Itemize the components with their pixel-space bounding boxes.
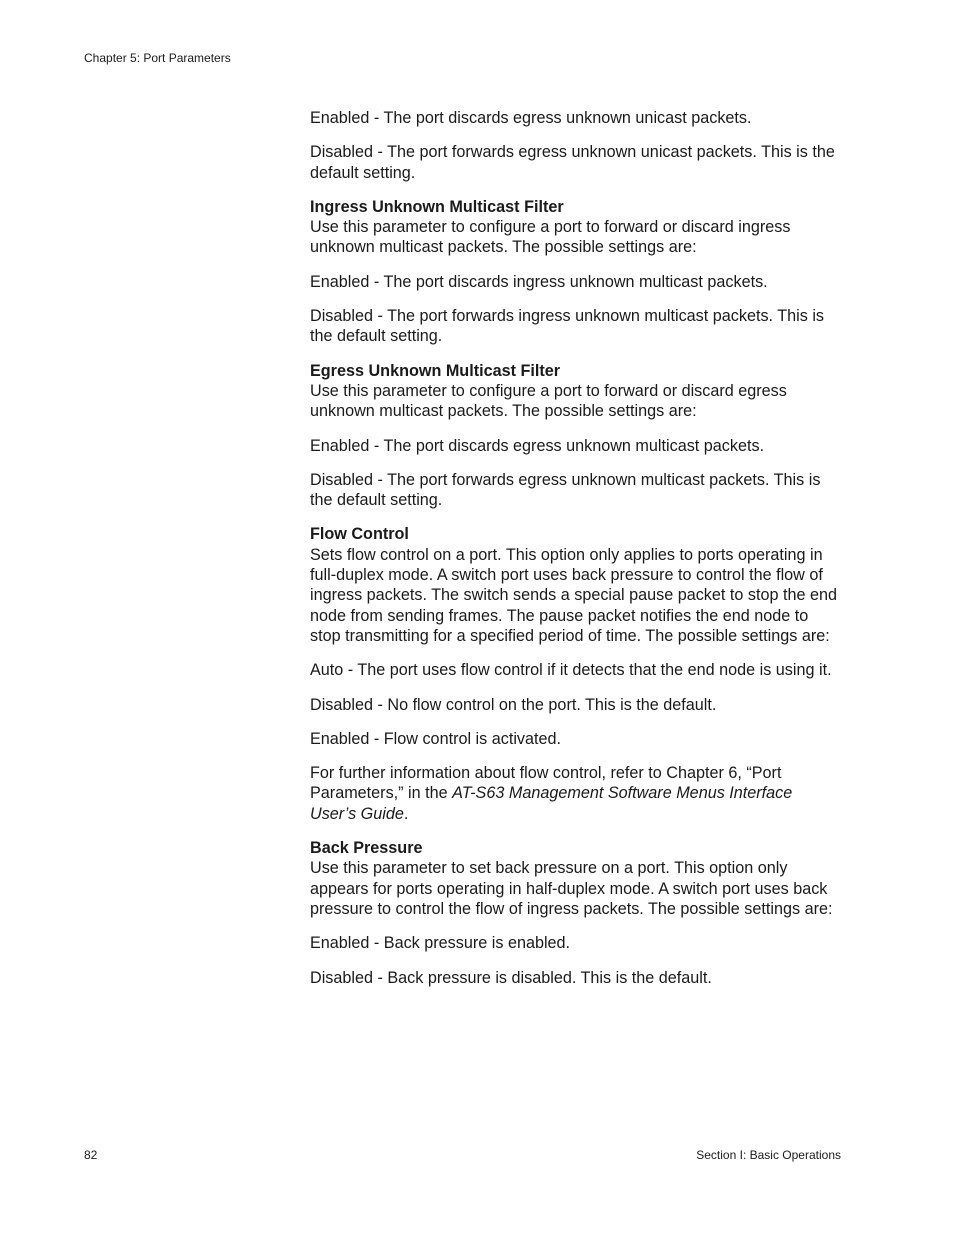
ingress-multicast-section: [310, 197, 842, 258]
section-description: Sets flow control on a port. This option only applies to ports operating in full-duplex mode. A switch port uses back pressure to control the flow of ingress packets. The switch sends a special pause packet to stop the end node from sending frames. The pause packet notifies the end node to stop transmitting for a specified period of time. The possible settings are:: [310, 545, 838, 645]
page-body: [310, 108, 842, 1002]
section-description: Use this parameter to set back pressure on a port. This option only appears for ports operating in half-duplex mode. A switch port uses back pressure to control the flow of ingress packets. The possible settings are:: [310, 859, 833, 918]
option-text: Disabled - The port forwards ingress unknown multicast packets. This is the default setting.: [310, 307, 825, 346]
option-text: Enabled - Flow control is activated.: [310, 729, 562, 748]
section-description: Use this parameter to configure a port to forward or discard egress unknown multicast packets. The possible settings are:: [310, 381, 787, 421]
running-header: Chapter 5: Port Parameters: [84, 51, 231, 65]
running-footer: Section I: Basic Operations: [696, 1148, 841, 1162]
option-text: Enabled - The port discards egress unknown multicast packets.: [310, 436, 765, 455]
option-text: Disabled - No flow control on the port. This is the default.: [310, 695, 717, 714]
section-heading: Ingress Unknown Multicast Filter: [310, 197, 564, 216]
flow-control-section: [310, 524, 842, 646]
reference-suffix: .: [403, 804, 409, 823]
option-text: Disabled - Back pressure is disabled. This is the default.: [310, 968, 712, 987]
paragraph: Enabled - The port discards egress unknown unicast packets.: [310, 109, 752, 127]
section-heading: Flow Control: [310, 525, 409, 544]
section-heading: Back Pressure: [310, 839, 423, 858]
back-pressure-section: [310, 838, 842, 919]
reference-prefix: For further information about flow control, refer to Chapter 6, “Port Parameters,” in the: [310, 764, 782, 803]
section-heading: Egress Unknown Multicast Filter: [310, 361, 561, 380]
option-text: Disabled - The port forwards egress unknown multicast packets. This is the default setting.: [310, 470, 821, 510]
option-text: Enabled - The port discards ingress unknown multicast packets.: [310, 272, 768, 291]
egress-multicast-section: [310, 361, 842, 422]
page-number: 82: [84, 1148, 98, 1162]
reference-paragraph: [310, 763, 842, 824]
option-text: Enabled - Back pressure is enabled.: [310, 934, 571, 953]
reference-document-title: AT-S63 Management Software Menus Interface User’s Guide: [310, 784, 793, 823]
paragraph: Disabled - The port forwards egress unknown unicast packets. This is the default setting.: [310, 143, 835, 182]
section-description: Use this parameter to configure a port to forward or discard ingress unknown multicast packets. The possible settings are:: [310, 218, 791, 257]
option-text: Auto - The port uses flow control if it detects that the end node is using it.: [310, 661, 832, 680]
